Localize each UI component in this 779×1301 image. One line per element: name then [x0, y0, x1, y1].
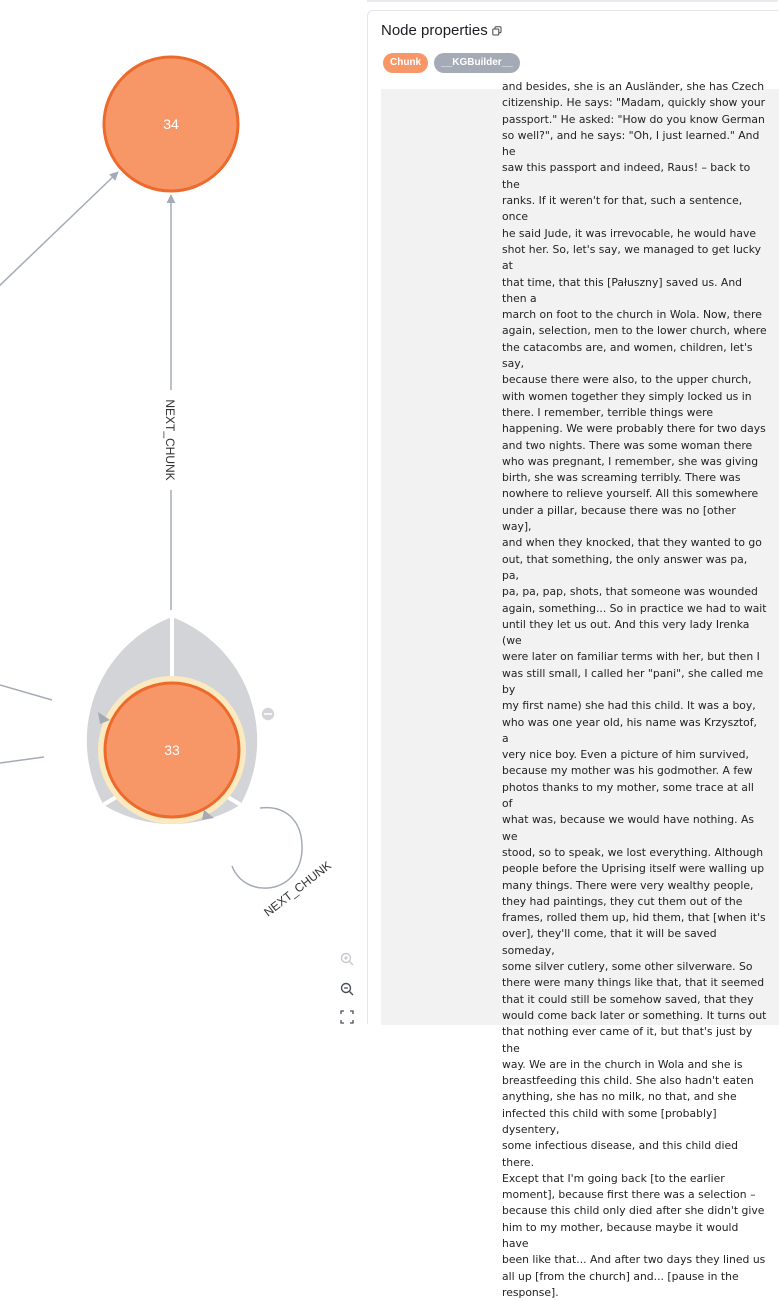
property-text-line: march on foot to the church in Wola. Now, there — [502, 308, 762, 322]
property-text-line: some silver cutlery, some other silverware. So — [502, 960, 753, 974]
edge-offscreen-a[interactable] — [0, 685, 52, 700]
property-text-line: they had paintings, they cut them out of the — [502, 894, 743, 908]
node-caption: 34 — [163, 116, 179, 132]
property-text-line: what was, because we would have nothing. As we — [502, 813, 754, 843]
node-33[interactable] — [105, 683, 239, 817]
property-text-line: way. We are in the church in Wola and she is — [502, 1057, 743, 1071]
property-text-line: response]. — [502, 1285, 559, 1299]
property-text-line: out, that something, the only answer was pa, pa, — [502, 552, 748, 582]
property-text-line: happening. We were probably there for two days — [502, 422, 766, 436]
zoom-out-button[interactable] — [340, 982, 360, 1002]
property-text-line: photos thanks to my mother, some trace at all of — [502, 780, 754, 811]
zoom-in-icon — [340, 952, 354, 966]
relationship-label[interactable]: NEXT_CHUNK — [261, 858, 334, 920]
property-text-line: stood, so to speak, we lost everything. Although — [502, 845, 764, 859]
property-text-line: who was one year old, his name was Krzysztof, a — [502, 715, 757, 745]
property-value-text — [502, 79, 767, 1301]
property-text-line: who was pregnant, I remember, she was giving — [502, 454, 759, 468]
property-text-line: my first name) she had this child. It was a boy, — [502, 699, 756, 713]
property-text-line: would come back later or something. It turns out — [502, 1008, 767, 1022]
property-text-line: again, selection, men to the lower church, where — [502, 324, 767, 338]
relationship-label[interactable]: NEXT_CHUNK — [163, 399, 177, 481]
zoom-out-icon — [340, 982, 354, 996]
property-text-line: over], they'll come, that it will be saved someday, — [502, 927, 717, 957]
property-text-line: was still small, I called her "pani", she called me by — [502, 666, 764, 696]
expand-graph-icon[interactable] — [160, 839, 185, 866]
property-text-line: saw this passport and indeed, Raus! – back to the — [502, 161, 751, 191]
property-text-line: again, something... So in practice we had to wait — [502, 601, 767, 615]
edge-offscreen-b[interactable] — [0, 757, 44, 763]
node-34[interactable] — [104, 57, 238, 191]
panel-title: Node properties — [381, 22, 488, 39]
property-text-line: anything, she has no milk, no that, and she — [502, 1090, 737, 1104]
unlock-icon[interactable] — [66, 681, 88, 710]
property-text-line: all up [from the church] and... [pause in the — [502, 1269, 739, 1283]
property-text-line: infected this child with some [probably] dysentery, — [502, 1106, 717, 1136]
property-text-line: breastfeeding this child. She also hadn't eaten — [502, 1074, 754, 1088]
zoom-in-button[interactable] — [340, 952, 360, 972]
property-text-line: because my mother was his godmother. A few — [502, 764, 753, 778]
graph-canvas[interactable] — [0, 0, 367, 1024]
property-text-line: nowhere to relieve yourself. All this somewhere — [502, 487, 759, 501]
property-text-line: some infectious disease, and this child died there. — [502, 1139, 738, 1169]
label-chip-chunk[interactable]: Chunk — [383, 53, 428, 73]
property-text-line: many things. There were very wealthy people, — [502, 878, 754, 892]
property-text-line: been like that... And after two days they lined us — [502, 1253, 766, 1267]
property-text-line: under a pillar, because there was no [other way], — [502, 503, 736, 534]
property-text-line: because there were also, to the upper church, — [502, 373, 752, 387]
property-text-line: there. I remember, terrible things were — [502, 405, 714, 419]
property-text-line: because this child only died after she didn't give — [502, 1204, 765, 1218]
property-text-line: Except that I'm going back [to the earlier — [502, 1171, 725, 1185]
property-text-line: pa, pa, pap, shots, that someone was wounded — [502, 585, 758, 599]
edge-33-self-loop[interactable] — [232, 808, 302, 889]
property-text-line: very nice boy. Even a picture of him survived, — [502, 748, 749, 762]
node-properties-panel — [367, 10, 778, 1299]
property-text-line: shot her. So, let's say, we managed to get lucky at — [502, 242, 762, 273]
label-chip-kgbuilder[interactable]: __KGBuilder__ — [434, 53, 520, 73]
property-text-line: and two nights. There was some woman there — [502, 438, 753, 452]
panel-title-row — [381, 22, 502, 39]
fit-view-button[interactable] — [340, 1010, 360, 1030]
property-text-line: frames, rolled them up, hid them, that [when it's — [502, 911, 766, 925]
property-text-line: birth, she was screaming terribly. There was — [502, 471, 741, 485]
property-text-line: passport." He asked: "How do you know German — [502, 112, 765, 126]
property-text-line: until they let us out. And this very lady Irenka (we — [502, 617, 750, 648]
fit-view-icon — [340, 1010, 354, 1024]
property-text-line: that it could still be somehow saved, that they — [502, 992, 754, 1006]
property-text-line: the catacombs are, and women, children, let's say, — [502, 340, 753, 371]
property-text-line: and when they knocked, that they wanted to go — [502, 536, 762, 550]
hide-eye-icon[interactable] — [252, 697, 276, 721]
property-text-line: moment], because first there was a selection – — [502, 1188, 756, 1202]
edge-offscreen-to-34[interactable] — [0, 172, 118, 290]
property-text-line: with women together they simply locked us in — [502, 389, 752, 403]
property-text-line: there were many things like that, that it seemed — [502, 976, 765, 990]
property-text-box[interactable] — [381, 80, 779, 1299]
property-text-line: ranks. If it weren't for that, such a sentence, once — [502, 194, 743, 224]
property-text-line: and besides, she is an Ausländer, she has Czech — [502, 80, 765, 93]
property-text-line: were later on familiar terms with her, but then I — [502, 650, 760, 664]
property-text-line: him to my mother, because maybe it would have — [502, 1220, 739, 1251]
node-labels — [383, 53, 520, 73]
node-caption: 33 — [164, 742, 180, 758]
property-text-line: that nothing ever came of it, but that's just by the — [502, 1025, 753, 1055]
property-text-line: so well?", and he says: "Oh, I just learned." And he — [502, 128, 760, 159]
property-text-line: citizenship. He says: "Madam, quickly show your — [502, 96, 766, 110]
graph-svg[interactable] — [0, 0, 367, 1024]
property-text-line: he said Jude, it was irrevocable, he would have — [502, 226, 756, 240]
copy-icon[interactable] — [492, 26, 502, 36]
property-text-line: people before the Uprising itself were walling up — [502, 862, 765, 876]
property-text-line: that time, that this [Pałuszny] saved us. And then a — [502, 275, 743, 305]
